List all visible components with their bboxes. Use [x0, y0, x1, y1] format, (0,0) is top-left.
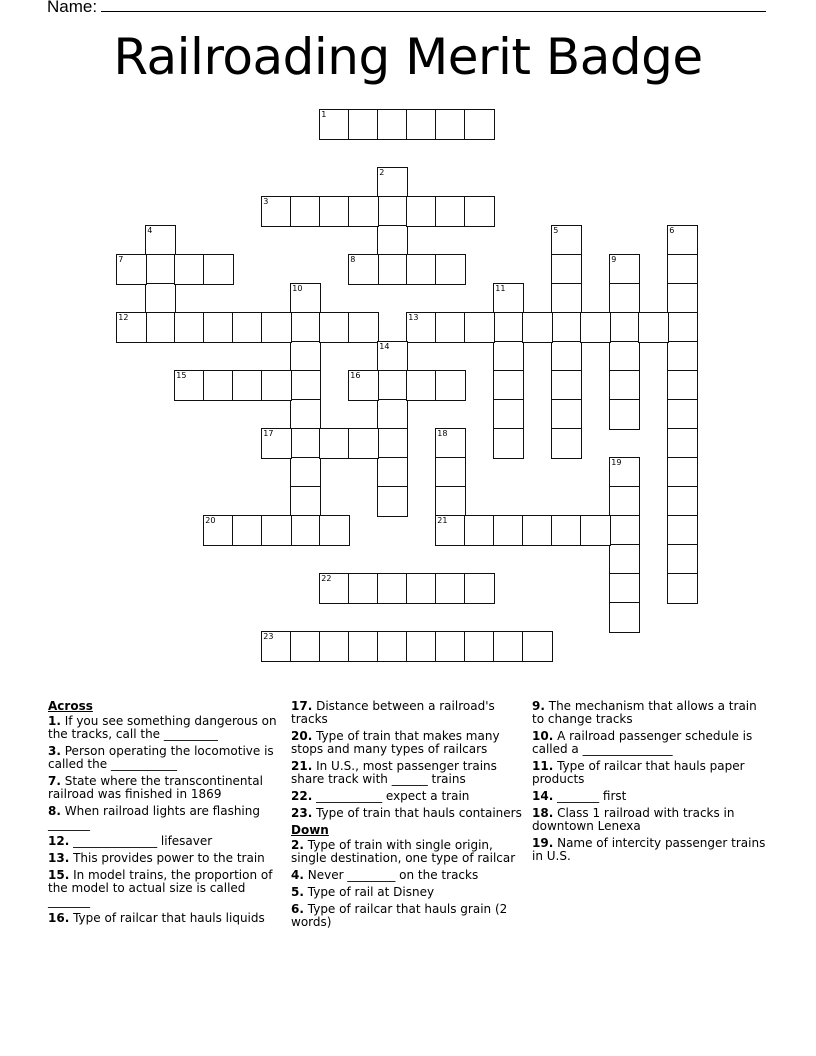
- clue-across-13: 13. This provides power to the train: [48, 851, 265, 865]
- clue-down-6: 6. Type of railcar that hauls grain (2 words): [291, 902, 508, 929]
- grid-cell[interactable]: [406, 573, 437, 604]
- grid-cell[interactable]: [667, 312, 698, 343]
- clue-across-16: 16. Type of railcar that hauls liquids: [48, 911, 265, 925]
- clue-number: 2: [379, 168, 385, 178]
- grid-cell[interactable]: [261, 196, 292, 227]
- grid-cell[interactable]: [435, 573, 466, 604]
- clue-down-4: 4. Never ________ on the tracks: [291, 868, 479, 882]
- grid-cell[interactable]: [667, 225, 698, 256]
- grid-cell[interactable]: [551, 399, 582, 430]
- grid-cell[interactable]: [493, 428, 524, 459]
- grid-cell[interactable]: [261, 312, 292, 343]
- grid-cell[interactable]: [377, 109, 408, 140]
- grid-cell[interactable]: [464, 515, 495, 546]
- grid-cell[interactable]: [145, 254, 176, 285]
- grid-cell[interactable]: [348, 370, 379, 401]
- page-title: Railroading Merit Badge: [113, 28, 703, 86]
- grid-cell[interactable]: [667, 341, 698, 372]
- grid-cell[interactable]: [377, 196, 408, 227]
- grid-cell[interactable]: [319, 428, 350, 459]
- clue-down-14: 14. _______ first: [532, 789, 627, 803]
- grid-cell[interactable]: [319, 515, 350, 546]
- clue-number: 19: [611, 458, 622, 468]
- grid-cell[interactable]: [435, 515, 466, 546]
- grid-cell[interactable]: [609, 399, 640, 430]
- grid-cell[interactable]: [406, 254, 437, 285]
- grid-cell[interactable]: [319, 573, 350, 604]
- clue-number: 10: [292, 284, 303, 294]
- clue-down-5: 5. Type of rail at Disney: [291, 885, 435, 899]
- grid-cell[interactable]: [609, 283, 640, 314]
- grid-cell[interactable]: [406, 312, 437, 343]
- clue-number: 16: [350, 371, 361, 381]
- grid-cell[interactable]: [116, 312, 147, 343]
- grid-cell[interactable]: [435, 486, 466, 517]
- grid-cell[interactable]: [290, 196, 321, 227]
- grid-cell[interactable]: [667, 486, 698, 517]
- clue-number: 23: [263, 632, 274, 642]
- clues-column-3: [532, 700, 767, 867]
- grid-cell[interactable]: [348, 109, 379, 140]
- grid-cell[interactable]: [464, 573, 495, 604]
- grid-cell[interactable]: [667, 370, 698, 401]
- clue-number: 8: [350, 255, 356, 265]
- clues-column-1: [48, 700, 280, 929]
- grid-cell[interactable]: [348, 196, 379, 227]
- grid-cell[interactable]: [551, 254, 582, 285]
- grid-cell[interactable]: [667, 283, 698, 314]
- grid-cell[interactable]: [290, 486, 321, 517]
- grid-cell[interactable]: [377, 428, 408, 459]
- grid-cell[interactable]: [377, 167, 408, 198]
- clue-across-15: 15. In model trains, the proportion of the model to actual size is called _______: [48, 868, 273, 908]
- clue-number: 14: [379, 342, 390, 352]
- grid-cell[interactable]: [522, 515, 553, 546]
- clue-number: 13: [408, 313, 419, 323]
- grid-cell[interactable]: [609, 457, 640, 488]
- grid-cell[interactable]: [377, 631, 408, 662]
- grid-cell[interactable]: [493, 515, 524, 546]
- clue-number: 6: [669, 226, 675, 236]
- grid-cell[interactable]: [551, 225, 582, 256]
- clue-number: 4: [147, 226, 153, 236]
- grid-cell[interactable]: [261, 370, 292, 401]
- grid-cell[interactable]: [435, 428, 466, 459]
- grid-cell[interactable]: [609, 573, 640, 604]
- grid-cell[interactable]: [261, 428, 292, 459]
- grid-cell[interactable]: [551, 370, 582, 401]
- clue-across-17: 17. Distance between a railroad's tracks: [291, 699, 495, 726]
- grid-cell[interactable]: [290, 428, 321, 459]
- clue-down-19: 19. Name of intercity passenger trains in U.S.: [532, 836, 766, 863]
- grid-cell[interactable]: [377, 370, 408, 401]
- clue-across-21: 21. In U.S., most passenger trains share track with ______ trains: [291, 759, 497, 786]
- grid-cell[interactable]: [319, 312, 350, 343]
- clue-number: 1: [321, 110, 327, 120]
- grid-cell[interactable]: [377, 225, 408, 256]
- clue-number: 17: [263, 429, 274, 439]
- grid-cell[interactable]: [145, 225, 176, 256]
- down-heading: Down: [291, 823, 329, 837]
- grid-cell[interactable]: [493, 312, 524, 343]
- grid-cell[interactable]: [522, 631, 553, 662]
- grid-cell[interactable]: [435, 312, 466, 343]
- grid-cell[interactable]: [174, 254, 205, 285]
- grid-cell[interactable]: [551, 283, 582, 314]
- grid-cell[interactable]: [232, 370, 263, 401]
- clue-number: 12: [118, 313, 129, 323]
- grid-cell[interactable]: [435, 109, 466, 140]
- grid-cell[interactable]: [116, 254, 147, 285]
- clue-number: 15: [176, 371, 187, 381]
- grid-cell[interactable]: [348, 631, 379, 662]
- grid-cell[interactable]: [464, 312, 495, 343]
- grid-cell[interactable]: [203, 515, 234, 546]
- grid-cell[interactable]: [609, 486, 640, 517]
- clue-number: 9: [611, 255, 617, 265]
- grid-cell[interactable]: [464, 631, 495, 662]
- grid-cell[interactable]: [377, 254, 408, 285]
- clue-across-8: 8. When railroad lights are flashing _______: [48, 804, 260, 831]
- clue-number: 3: [263, 197, 269, 207]
- grid-cell[interactable]: [609, 341, 640, 372]
- grid-cell[interactable]: [667, 399, 698, 430]
- grid-cell[interactable]: [551, 312, 582, 343]
- clue-down-18: 18. Class 1 railroad with tracks in downtown Lenexa: [532, 806, 735, 833]
- grid-cell[interactable]: [261, 631, 292, 662]
- grid-cell[interactable]: [667, 573, 698, 604]
- clue-across-1: 1. If you see something dangerous on the tracks, call the _________: [48, 714, 277, 741]
- grid-cell[interactable]: [348, 428, 379, 459]
- clue-across-22: 22. ___________ expect a train: [291, 789, 470, 803]
- name-label: Name:: [47, 0, 98, 16]
- grid-cell[interactable]: [145, 283, 176, 314]
- grid-cell[interactable]: [551, 428, 582, 459]
- grid-cell[interactable]: [406, 631, 437, 662]
- clue-number: 20: [205, 516, 216, 526]
- grid-cell[interactable]: [580, 312, 611, 343]
- grid-cell[interactable]: [261, 515, 292, 546]
- grid-cell[interactable]: [638, 312, 669, 343]
- grid-cell[interactable]: [493, 341, 524, 372]
- grid-cell[interactable]: [232, 515, 263, 546]
- grid-cell[interactable]: [609, 312, 640, 343]
- clue-across-20: 20. Type of train that makes many stops and many types of railcars: [291, 729, 500, 756]
- grid-cell[interactable]: [435, 254, 466, 285]
- grid-cell[interactable]: [493, 399, 524, 430]
- grid-cell[interactable]: [435, 370, 466, 401]
- clues-column-2: [291, 700, 531, 933]
- grid-cell[interactable]: [406, 370, 437, 401]
- grid-cell[interactable]: [667, 515, 698, 546]
- grid-cell[interactable]: [319, 109, 350, 140]
- grid-cell[interactable]: [609, 602, 640, 633]
- grid-cell[interactable]: [609, 370, 640, 401]
- grid-cell[interactable]: [667, 254, 698, 285]
- grid-cell[interactable]: [377, 573, 408, 604]
- grid-cell[interactable]: [174, 370, 205, 401]
- grid-cell[interactable]: [290, 341, 321, 372]
- grid-cell[interactable]: [609, 515, 640, 546]
- grid-cell[interactable]: [319, 631, 350, 662]
- clue-number: 7: [118, 255, 124, 265]
- grid-cell[interactable]: [348, 573, 379, 604]
- clue-across-12: 12. ______________ lifesaver: [48, 834, 213, 848]
- grid-cell[interactable]: [493, 370, 524, 401]
- grid-cell[interactable]: [174, 312, 205, 343]
- grid-cell[interactable]: [290, 457, 321, 488]
- clue-across-3: 3. Person operating the locomotive is called the ___________: [48, 744, 274, 771]
- grid-cell[interactable]: [290, 631, 321, 662]
- grid-cell[interactable]: [551, 341, 582, 372]
- grid-cell[interactable]: [609, 254, 640, 285]
- clue-down-2: 2. Type of train with single origin, single destination, one type of railcar: [291, 838, 516, 865]
- grid-cell[interactable]: [609, 544, 640, 575]
- grid-cell[interactable]: [377, 457, 408, 488]
- clue-number: 18: [437, 429, 448, 439]
- clue-down-11: 11. Type of railcar that hauls paper products: [532, 759, 745, 786]
- clue-number: 21: [437, 516, 448, 526]
- grid-cell[interactable]: [290, 283, 321, 314]
- grid-cell[interactable]: [232, 312, 263, 343]
- grid-cell[interactable]: [435, 631, 466, 662]
- clue-number: 5: [553, 226, 559, 236]
- across-heading: Across: [48, 699, 93, 713]
- grid-cell[interactable]: [406, 109, 437, 140]
- grid-cell[interactable]: [377, 399, 408, 430]
- grid-cell[interactable]: [203, 370, 234, 401]
- grid-cell[interactable]: [493, 631, 524, 662]
- grid-cell[interactable]: [290, 515, 321, 546]
- grid-cell[interactable]: [667, 544, 698, 575]
- clue-across-23: 23. Type of train that hauls containers: [291, 806, 522, 820]
- grid-cell[interactable]: [435, 196, 466, 227]
- clue-down-9: 9. The mechanism that allows a train to change tracks: [532, 699, 757, 726]
- grid-cell[interactable]: [667, 428, 698, 459]
- grid-cell[interactable]: [551, 515, 582, 546]
- grid-cell[interactable]: [377, 341, 408, 372]
- clue-across-7: 7. State where the transcontinental railroad was finished in 1869: [48, 774, 263, 801]
- grid-cell[interactable]: [464, 196, 495, 227]
- grid-cell[interactable]: [203, 312, 234, 343]
- grid-cell[interactable]: [290, 370, 321, 401]
- grid-cell[interactable]: [406, 196, 437, 227]
- grid-cell[interactable]: [435, 457, 466, 488]
- clue-number: 22: [321, 574, 332, 584]
- grid-cell[interactable]: [667, 457, 698, 488]
- grid-cell[interactable]: [319, 196, 350, 227]
- grid-cell[interactable]: [348, 312, 379, 343]
- grid-cell[interactable]: [464, 109, 495, 140]
- grid-cell[interactable]: [522, 312, 553, 343]
- grid-cell[interactable]: [290, 312, 321, 343]
- grid-cell[interactable]: [203, 254, 234, 285]
- grid-cell[interactable]: [145, 312, 176, 343]
- grid-cell[interactable]: [493, 283, 524, 314]
- clue-number: 11: [495, 284, 506, 294]
- grid-cell[interactable]: [377, 486, 408, 517]
- grid-cell[interactable]: [290, 399, 321, 430]
- grid-cell[interactable]: [580, 515, 611, 546]
- grid-cell[interactable]: [348, 254, 379, 285]
- clue-down-10: 10. A railroad passenger schedule is called a _______________: [532, 729, 753, 756]
